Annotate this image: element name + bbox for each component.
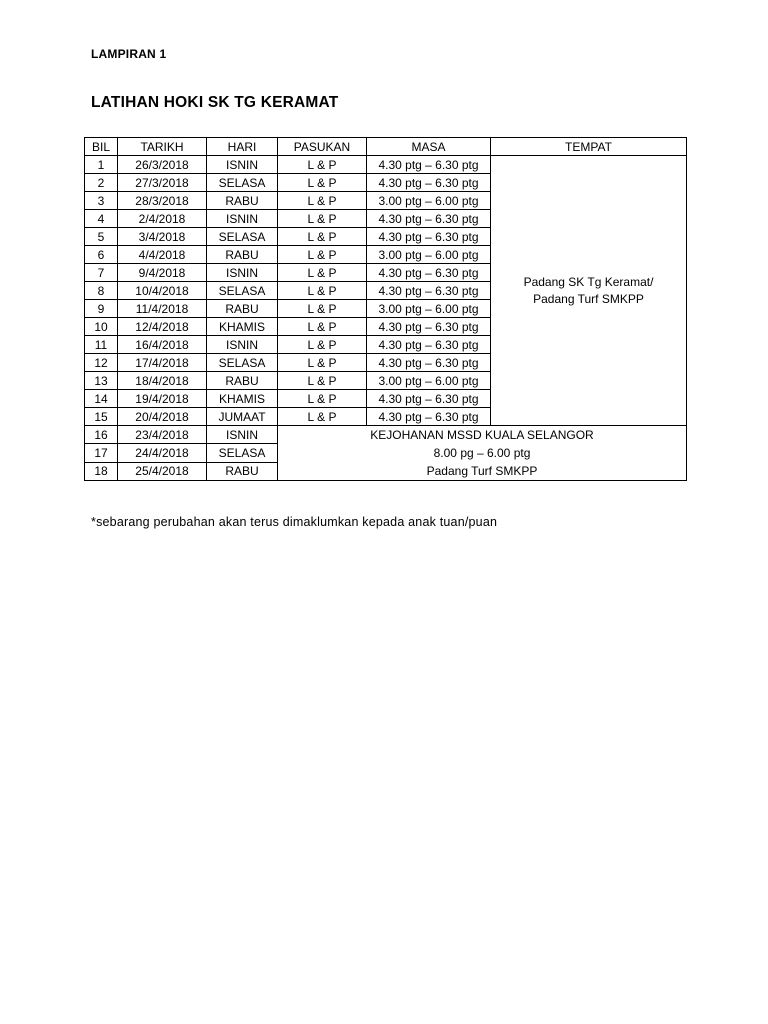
cell-pasukan: L & P	[278, 390, 367, 408]
cell-tarikh: 3/4/2018	[118, 228, 207, 246]
cell-tempat-merged	[491, 156, 687, 426]
cell-pasukan: L & P	[278, 192, 367, 210]
cell-masa: 4.30 ptg – 6.30 ptg	[367, 210, 491, 228]
cell-bil: 14	[85, 390, 118, 408]
cell-event-merged	[278, 426, 687, 481]
cell-hari: ISNIN	[207, 156, 278, 174]
cell-masa: 4.30 ptg – 6.30 ptg	[367, 354, 491, 372]
cell-hari: SELASA	[207, 354, 278, 372]
cell-pasukan: L & P	[278, 210, 367, 228]
cell-bil: 8	[85, 282, 118, 300]
table-header-row	[85, 138, 687, 156]
cell-pasukan: L & P	[278, 372, 367, 390]
cell-bil: 7	[85, 264, 118, 282]
cell-bil: 1	[85, 156, 118, 174]
cell-pasukan: L & P	[278, 354, 367, 372]
cell-masa: 4.30 ptg – 6.30 ptg	[367, 390, 491, 408]
cell-bil: 15	[85, 408, 118, 426]
cell-pasukan: L & P	[278, 336, 367, 354]
cell-pasukan: L & P	[278, 300, 367, 318]
cell-tarikh: 25/4/2018	[118, 462, 207, 480]
column-header-bil: BIL	[85, 138, 118, 156]
cell-tarikh: 24/4/2018	[118, 444, 207, 462]
column-header-tarikh: TARIKH	[118, 138, 207, 156]
cell-pasukan: L & P	[278, 174, 367, 192]
cell-pasukan: L & P	[278, 264, 367, 282]
cell-tarikh: 4/4/2018	[118, 246, 207, 264]
cell-bil: 2	[85, 174, 118, 192]
column-header-hari: HARI	[207, 138, 278, 156]
cell-tarikh: 11/4/2018	[118, 300, 207, 318]
cell-bil: 13	[85, 372, 118, 390]
cell-bil: 16	[85, 426, 118, 444]
cell-masa: 4.30 ptg – 6.30 ptg	[367, 336, 491, 354]
cell-tarikh: 28/3/2018	[118, 192, 207, 210]
cell-masa: 3.00 ptg – 6.00 ptg	[367, 246, 491, 264]
cell-masa: 4.30 ptg – 6.30 ptg	[367, 174, 491, 192]
cell-masa: 3.00 ptg – 6.00 ptg	[367, 192, 491, 210]
cell-pasukan: L & P	[278, 408, 367, 426]
cell-tarikh: 19/4/2018	[118, 390, 207, 408]
cell-masa: 4.30 ptg – 6.30 ptg	[367, 156, 491, 174]
cell-tarikh: 26/3/2018	[118, 156, 207, 174]
cell-hari: ISNIN	[207, 426, 278, 444]
cell-masa: 4.30 ptg – 6.30 ptg	[367, 282, 491, 300]
cell-hari: JUMAAT	[207, 408, 278, 426]
cell-bil: 18	[85, 462, 118, 480]
cell-tarikh: 23/4/2018	[118, 426, 207, 444]
cell-hari: SELASA	[207, 174, 278, 192]
event-time: 8.00 pg – 6.00 ptg	[433, 446, 531, 460]
cell-tarikh: 9/4/2018	[118, 264, 207, 282]
tempat-line: Padang SK Tg Keramat/	[523, 274, 654, 289]
cell-bil: 5	[85, 228, 118, 246]
cell-pasukan: L & P	[278, 282, 367, 300]
cell-tarikh: 16/4/2018	[118, 336, 207, 354]
tempat-line: Padang Turf SMKPP	[533, 291, 644, 306]
cell-hari: RABU	[207, 462, 278, 480]
cell-tarikh: 12/4/2018	[118, 318, 207, 336]
cell-pasukan: L & P	[278, 156, 367, 174]
cell-hari: KHAMIS	[207, 318, 278, 336]
table-row	[85, 156, 687, 174]
footer-note: *sebarang perubahan akan terus dimaklumkan kepada anak tuan/puan	[91, 515, 498, 529]
cell-bil: 6	[85, 246, 118, 264]
cell-hari: ISNIN	[207, 264, 278, 282]
cell-hari: ISNIN	[207, 210, 278, 228]
cell-masa: 4.30 ptg – 6.30 ptg	[367, 228, 491, 246]
cell-hari: RABU	[207, 246, 278, 264]
column-header-tempat: TEMPAT	[491, 138, 687, 156]
cell-masa: 3.00 ptg – 6.00 ptg	[367, 372, 491, 390]
cell-masa: 4.30 ptg – 6.30 ptg	[367, 264, 491, 282]
cell-tarikh: 10/4/2018	[118, 282, 207, 300]
event-venue: Padang Turf SMKPP	[426, 464, 538, 478]
cell-bil: 12	[85, 354, 118, 372]
column-header-pasukan: PASUKAN	[278, 138, 367, 156]
cell-bil: 10	[85, 318, 118, 336]
cell-pasukan: L & P	[278, 246, 367, 264]
table-row	[85, 426, 687, 444]
cell-tarikh: 20/4/2018	[118, 408, 207, 426]
cell-bil: 17	[85, 444, 118, 462]
cell-bil: 4	[85, 210, 118, 228]
page-title: LATIHAN HOKI SK TG KERAMAT	[91, 94, 339, 111]
lampiran-label: LAMPIRAN 1	[91, 47, 167, 61]
event-title: KEJOHANAN MSSD KUALA SELANGOR	[370, 428, 594, 442]
cell-hari: SELASA	[207, 444, 278, 462]
cell-masa: 3.00 ptg – 6.00 ptg	[367, 300, 491, 318]
cell-bil: 11	[85, 336, 118, 354]
cell-pasukan: L & P	[278, 228, 367, 246]
cell-bil: 9	[85, 300, 118, 318]
cell-masa: 4.30 ptg – 6.30 ptg	[367, 318, 491, 336]
cell-tarikh: 2/4/2018	[118, 210, 207, 228]
cell-pasukan: L & P	[278, 318, 367, 336]
cell-hari: KHAMIS	[207, 390, 278, 408]
training-schedule-table	[84, 137, 687, 481]
column-header-masa: MASA	[367, 138, 491, 156]
cell-masa: 4.30 ptg – 6.30 ptg	[367, 408, 491, 426]
cell-hari: ISNIN	[207, 336, 278, 354]
cell-hari: RABU	[207, 372, 278, 390]
cell-tarikh: 18/4/2018	[118, 372, 207, 390]
cell-hari: RABU	[207, 192, 278, 210]
cell-hari: SELASA	[207, 282, 278, 300]
cell-tarikh: 17/4/2018	[118, 354, 207, 372]
cell-hari: SELASA	[207, 228, 278, 246]
cell-tarikh: 27/3/2018	[118, 174, 207, 192]
cell-hari: RABU	[207, 300, 278, 318]
cell-bil: 3	[85, 192, 118, 210]
